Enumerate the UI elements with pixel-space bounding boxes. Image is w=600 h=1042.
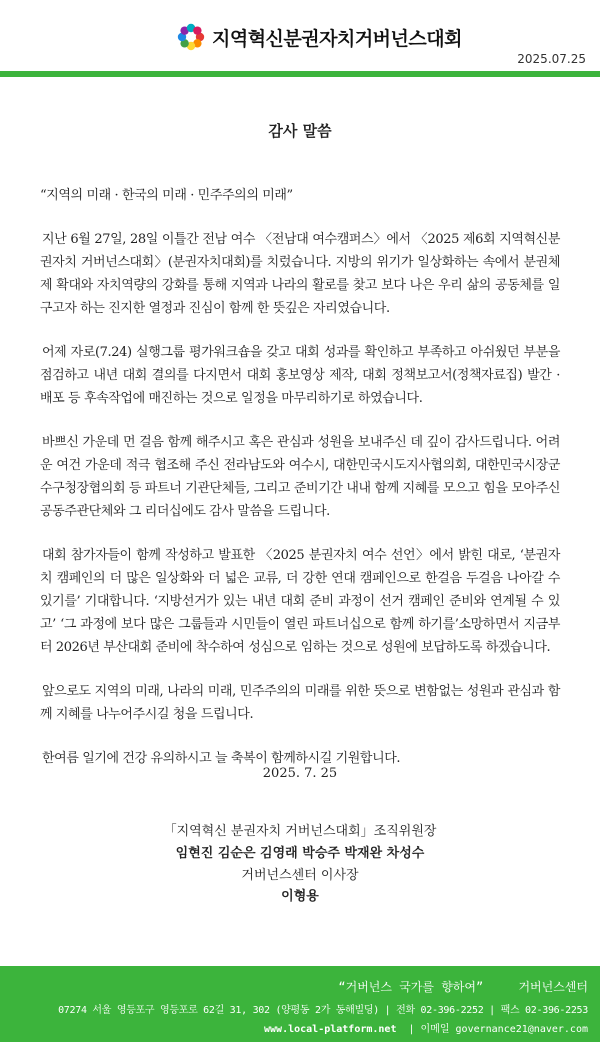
document-date: 2025.07.25: [517, 52, 586, 66]
letter-body: [40, 184, 560, 791]
organization-name: 지역혁신분권자치거버넌스대회: [212, 28, 462, 50]
page-title: 감사 말씀: [268, 122, 332, 140]
signatory-organization: 「지역혁신 분권자치 거버넌스대회」조직위원장: [163, 824, 437, 839]
paragraph-3: 바쁘신 가운데 먼 걸음 함께 해주시고 혹은 관심과 성원을 보내주신 데 깊이 감사드립니다. 어려운 여건 가운데 적극 협조해 주신 전라남도와 여수시, 대한민국시도지사협의회, 대한민국시장군수구청장협의회 등 파트너 기관단체들, 그리고 준비기간 내내 함께 지혜를 모으고 힘을 모아주신 공동주관단체와 그 리더십에도 감사 말씀을 드립니다.: [40, 435, 560, 519]
footer-address: 07274 서울 영등포구 영등포로 62길 31, 302 (양평동 2가 동해빌딩) | 전화 02-396-2252 | 팩스 02-396-2253: [58, 1005, 588, 1016]
paragraph-4: 대회 참가자들이 함께 작성하고 발표한 〈2025 분권자치 여수 선언〉에서 밝힌 대로, ‘분권자치 캠페인의 더 많은 일상화와 더 넓은 교류, 더 강한 연대 캠페인으로 한걸음 두걸음 나아갈 수 있기를’ 기대합니다. ‘지방선거가 있는 내년 대회 준비 과정이 선거 캠페인 준비와 연계될 수 있고’ ‘그 과정에 보다 많은 그룹들과 시민들이 열린 파트너십으로 함께 하기를’소망하면서 지금부터 2026년 부산대회 준비에 착수하여 성심으로 임하는 것으로 성원에 보답하도록 하겠습니다.: [40, 548, 560, 655]
closing-date: 2025. 7. 25: [262, 766, 338, 781]
paragraph-2: 어제 자로(7.24) 실행그룹 평가워크숍을 갖고 대회 성과를 확인하고 부족하고 아쉬웠던 부분을 점검하고 내년 대회 결의를 다지면서 대회 홍보영상 제작, 대회 정책보고서(정책자료집) 발간 · 배포 등 후속작업에 매진하는 것으로 일정을 마무리하기로 하였습니다.: [40, 345, 560, 406]
header-green-rule: [0, 71, 600, 77]
footer-motto-line: [338, 978, 588, 995]
letterhead: [0, 0, 600, 78]
footer-website-link[interactable]: www.local-platform.net: [264, 1024, 397, 1035]
signatory-person: 이형용: [281, 889, 319, 904]
footer-contact-line: [264, 1020, 588, 1035]
footer: [0, 966, 600, 1042]
slogan-line: “지역의 미래 · 한국의 미래 · 민주주의의 미래”: [40, 188, 293, 203]
signatory-names: 임현진 김순은 김영래 박승주 박재완 차성수: [175, 846, 425, 861]
footer-center-name: 거버넌스센터: [518, 980, 588, 994]
people-circle-logo-icon: [176, 22, 206, 52]
footer-motto: “거버넌스 국가를 향하여”: [338, 980, 484, 994]
footer-email[interactable]: | 이메일 governance21@naver.com: [408, 1024, 588, 1035]
paragraph-5: 앞으로도 지역의 미래, 나라의 미래, 민주주의의 미래를 위한 뜻으로 변함없는 성원과 관심과 함께 지혜를 나누어주시길 청을 드립니다.: [40, 684, 560, 722]
signatory-role: 거버넌스센터 이사장: [241, 868, 359, 883]
paragraph-1: 지난 6월 27일, 28일 이틀간 전남 여수 〈전남대 여수캠퍼스〉에서 〈2025 제6회 지역혁신분권자치 거버넌스대회〉(분권자치대회)를 치렀습니다. 지방의 위기가 일상화하는 속에서 분권체제 확대와 자치역량의 강화를 통해 지역과 나라의 활로를 찾고 보다 나은 우리 삶의 공동체를 일구고자 하는 진지한 열정과 진심이 함께 한 뜻깊은 자리였습니다.: [40, 232, 560, 316]
logo-petal: [193, 26, 201, 34]
paragraph-6: 한여름 일기에 건강 유의하시고 늘 축복이 함께하시길 기원합니다.: [42, 751, 401, 766]
